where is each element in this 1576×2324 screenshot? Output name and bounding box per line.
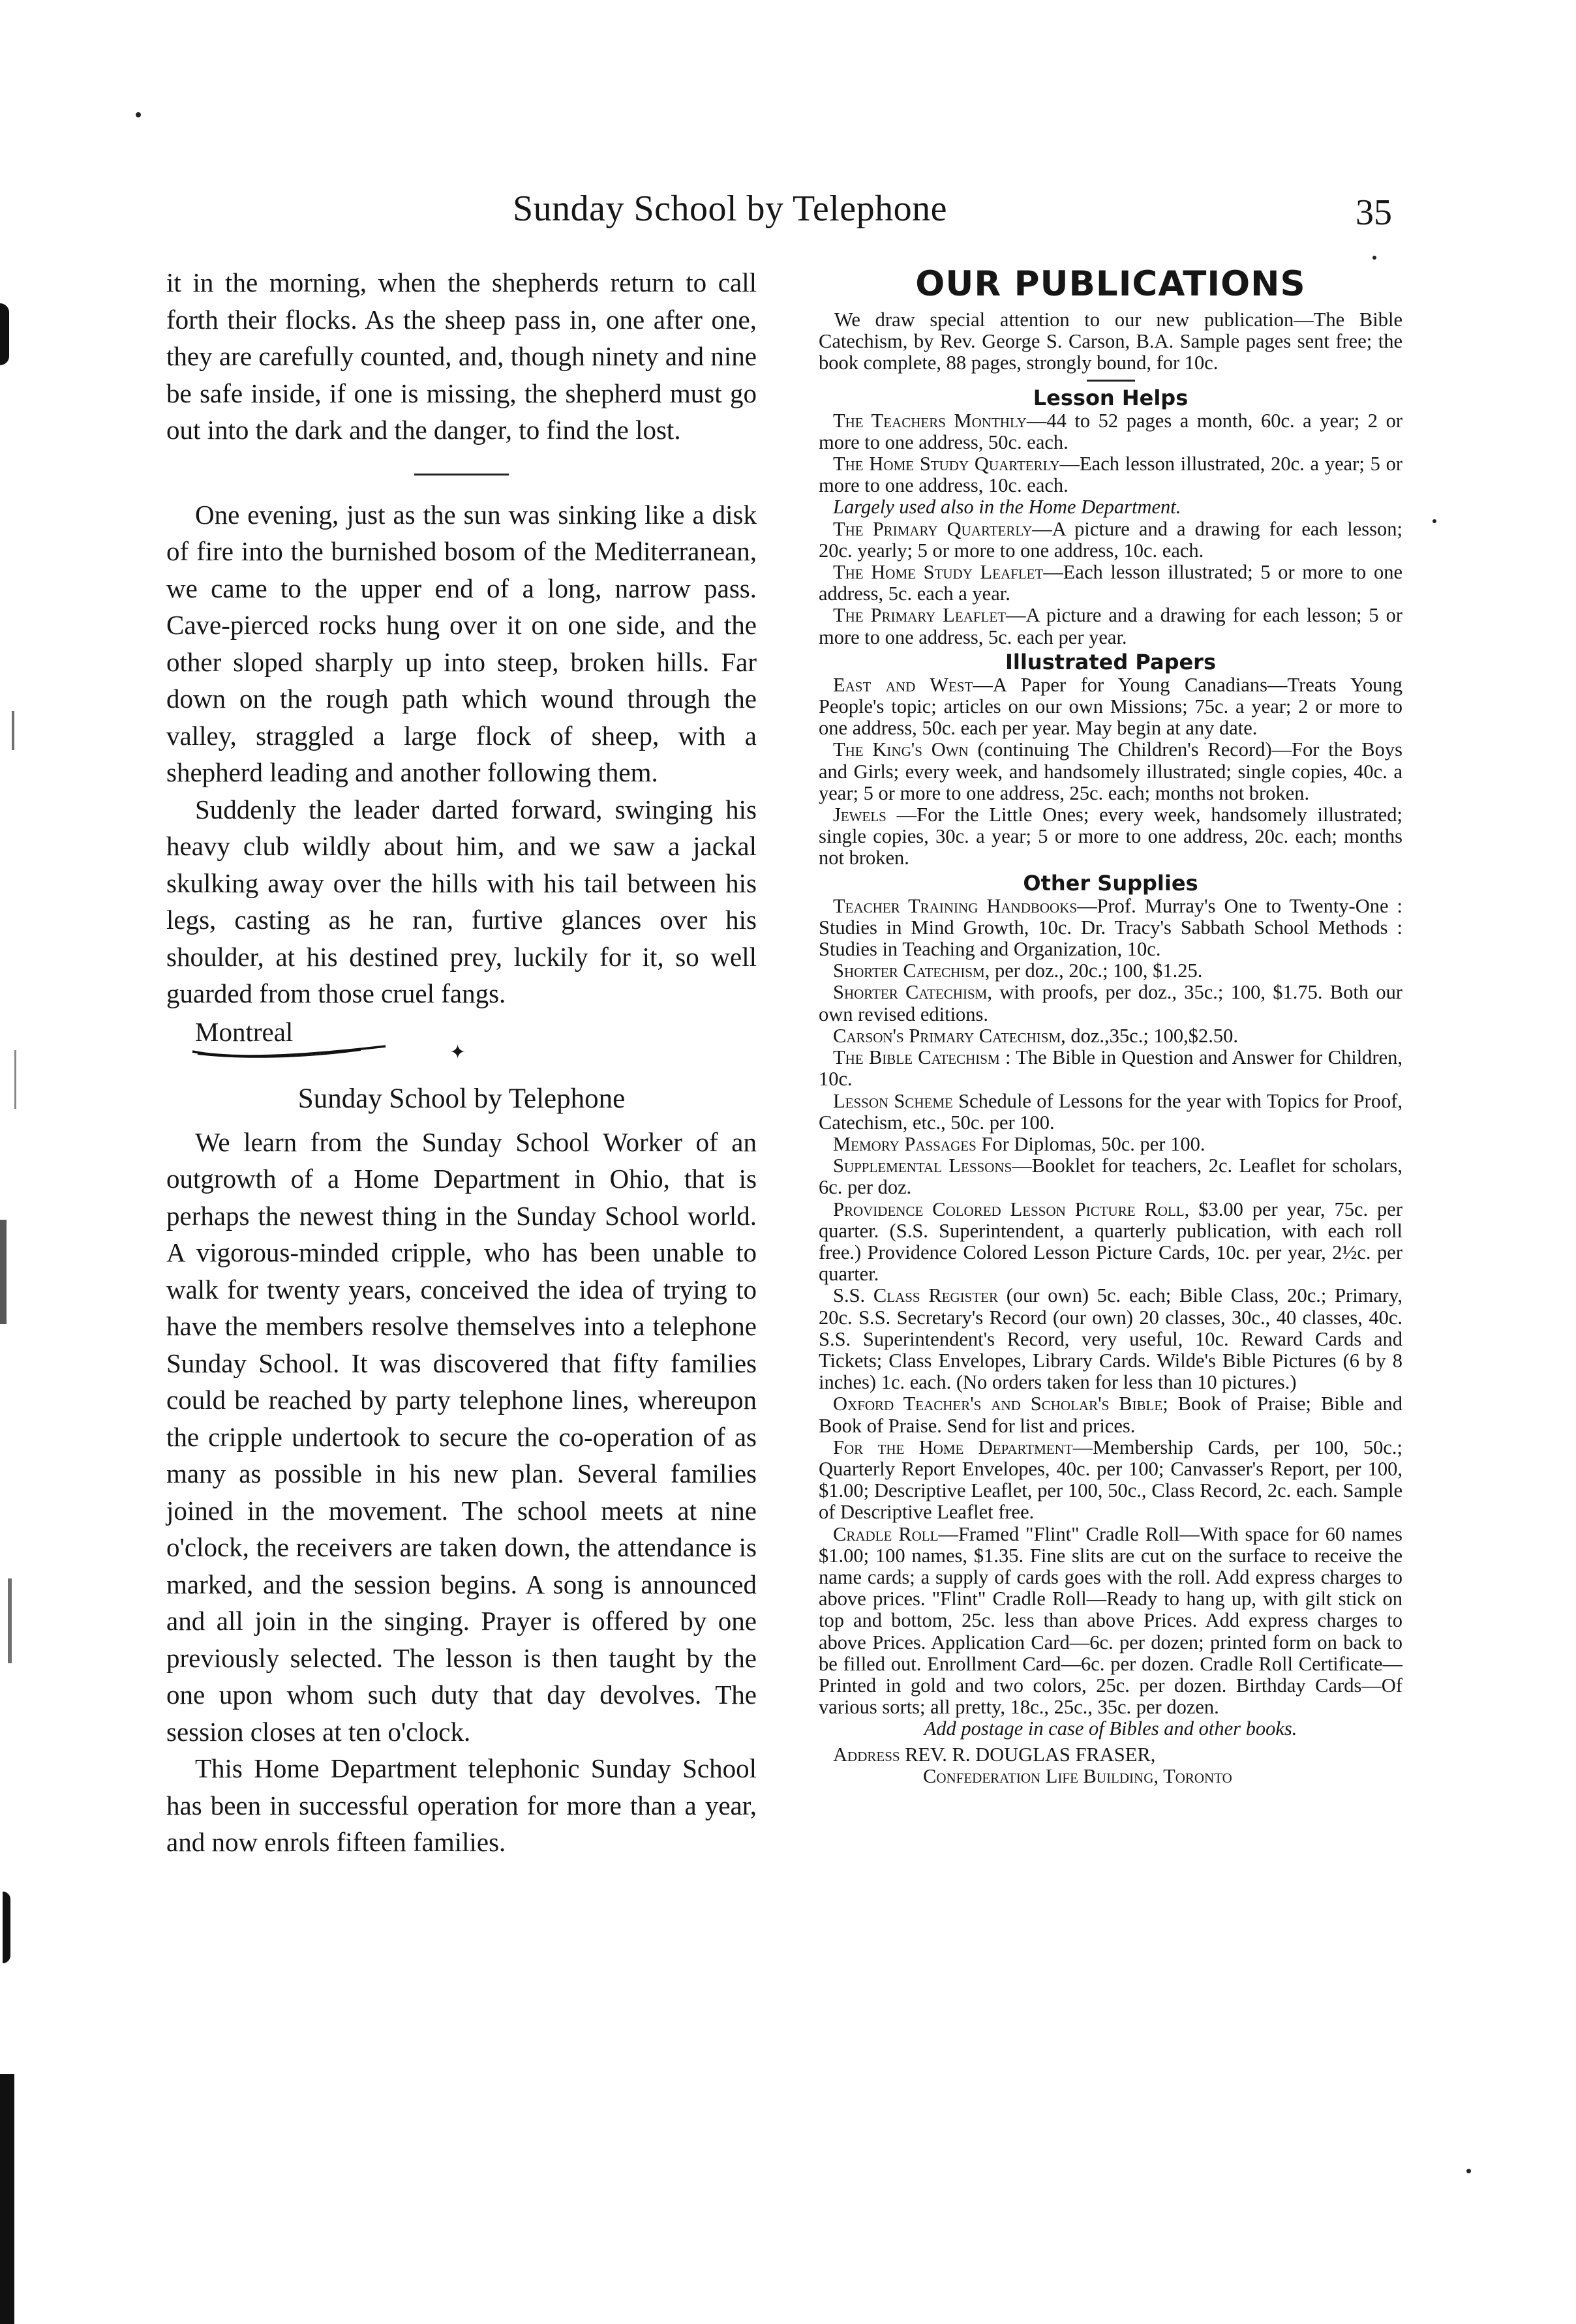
other-supplies-heading: Other Supplies xyxy=(1023,870,1198,896)
page-header xyxy=(0,188,1576,247)
address-line xyxy=(833,1744,1402,1766)
signoff-place: Montreal xyxy=(195,1016,294,1047)
list-item: Jewels —For the Little Ones; every week, handsomely illustrated; single copies, 30c. a year; 5 or more to one address, 20c. each; months not broken. xyxy=(819,804,1402,869)
other-supplies-list xyxy=(819,896,1402,1719)
lesson-helps-heading: Lesson Helps xyxy=(1033,385,1189,410)
list-item: Carson's Primary Catechism, doz.,35c.; 100,$2.50. xyxy=(833,1024,1239,1047)
address-label: Address xyxy=(833,1743,900,1766)
article-paragraph-1: We learn from the Sunday School Worker of an outgrowth of a Home Department in Ohio, that is perhaps the newest thing in the Sunday School world. A vigorous-minded cripple, who has been unable to walk for twenty years, conceived the idea of trying to have the members resolve themselves into a telephone Sunday School. It was discovered that fifty families could be reached by party telephone lines, whereupon the cripple undertook to secure the co-operation of as many as possible in his new plan. Several families joined in the movement. The school meets at nine o'clock, the receivers are taken down, the attendance is marked, and the session begins. A song is announced and all join in the singing. Prayer is offered by one previously selected. The lesson is then taught by the one upon whom such duty that day devolves. The session closes at ten o'clock. xyxy=(166,1126,757,1747)
paragraph-2: One evening, just as the sun was sinking like a disk of fire into the burnished bosom of the Mediterranean, we came to the upper end of a long, narrow pass. Cave-pierced rocks hung over it on one side, and the other sloped sharply up into steep, broken hills. Far down on the rough path which wound through the valley, straggled a large flock of sheep, with a shepherd leading and another following them. xyxy=(166,499,757,787)
list-item: The Primary Quarterly—A picture and a drawing for each lesson; 20c. yearly; 5 or more to one address, 10c. each. xyxy=(819,517,1402,562)
list-item: Supplemental Lessons—Booklet for teachers, 2c. Leaflet for scholars, 6c. per doz. xyxy=(819,1154,1402,1199)
list-item: Oxford Teacher's and Scholar's Bible; Book of Praise; Bible and Book of Praise. Send for list and prices. xyxy=(819,1393,1403,1437)
paragraph-3: Suddenly the leader darted forward, swinging his heavy club wildly about him, and we saw a jackal skulking away over the hills with his tail between his legs, casting as he ran, furtive glances over his shoulder, at his destined prey, luckily for it, so well guarded from those cruel fangs. xyxy=(166,794,757,1008)
list-item: The Teachers Monthly—44 to 52 pages a month, 60c. a year; 2 or more to one address, 50c. each. xyxy=(819,409,1403,453)
list-item: Cradle Roll—Framed "Flint" Cradle Roll—With space for 60 names $1.00; 100 names, $1.35. Fine slits are cut on the surface to receive the name cards; a supply of cards goes with the roll. Add express charges to above prices. "Flint" Cradle Roll—Ready to hang up, with gilt stick on top and bottom, 25c. less than above Prices. Add express charges to above Prices. Application Card—6c. per dozen; printed form on back to be filled out. Enrollment Card—6c. per dozen. Cradle Roll Certificate—Printed in gold and two colors, 25c. per dozen. Birthday Cards—Of various sorts; all pretty, 18c., 25c., 35c. per dozen. xyxy=(819,1522,1402,1719)
article-title: Sunday School by Telephone xyxy=(297,1083,626,1114)
list-item: Memory Passages For Diplomas, 50c. per 100. xyxy=(833,1132,1205,1155)
list-item: The King's Own (continuing The Children's Record)—For the Boys and Girls; every week, and handsomely illustrated; single copies, 40c. a year; 5 or more to one address, 25c. each; months not broken. xyxy=(819,738,1402,804)
list-item: Lesson Scheme Schedule of Lessons for the year with Topics for Proof, Catechism, etc., 50c. per 100. xyxy=(819,1089,1402,1134)
list-item: The Home Study Quarterly—Each lesson illustrated, 20c. a year; 5 or more to one address, 10c. each. xyxy=(819,453,1402,497)
running-title: Sunday School by Telephone xyxy=(513,189,947,229)
right-column xyxy=(819,264,1402,1787)
address-location: Confederation Life Building, Toronto xyxy=(923,1764,1232,1787)
ornament-mark: ✦ xyxy=(449,1041,466,1063)
illustrated-papers-heading: Illustrated Papers xyxy=(1005,649,1216,674)
postage-note: Add postage in case of Bibles and other books. xyxy=(924,1717,1297,1740)
list-item: Shorter Catechism, with proofs, per doz., 35c.; 100, $1.75. Both our own revised editions. xyxy=(819,981,1402,1025)
left-column xyxy=(166,264,757,1861)
publications-intro: We draw special attention to our new publication—The Bible Catechism, by Rev. George S. Carson, B.A. Sample pages sent free; the book complete, 88 pages, strongly bound, for 10c. xyxy=(819,309,1402,374)
article-paragraph-2: This Home Department telephonic Sunday School has been in successful operation for more than a year, and now enrols fifteen families. xyxy=(166,1753,757,1857)
page-number: 35 xyxy=(1356,192,1392,233)
list-item: The Bible Catechism : The Bible in Question and Answer for Children, 10c. xyxy=(819,1046,1402,1091)
illustrated-papers-list xyxy=(819,674,1402,869)
list-item: Providence Colored Lesson Picture Roll, $3.00 per year, 75c. per quarter. (S.S. Superintendent, a quarterly publication, with each roll free.) Providence Colored Lesson Picture Cards, 10c. per year, 2½c. per quarter. xyxy=(819,1198,1402,1286)
address-name: REV. R. DOUGLAS FRASER, xyxy=(905,1743,1156,1766)
list-item: For the Home Department—Membership Cards, per 100, 50c.; Quarterly Report Envelopes, 40c. per 100; Canvasser's Report, per 100, $1.00; Descriptive Leaflet, per 100, 50c., Class Record, 2c. each. Sample of Descriptive Leaflet free. xyxy=(819,1436,1402,1524)
list-item: Teacher Training Handbooks—Prof. Murray's One to Twenty-One : Studies in Mind Growth, 10c. Dr. Tracy's Sabbath School Methods : Studies in Teaching and Organization, 10c. xyxy=(819,894,1402,961)
signoff-block xyxy=(195,1014,757,1063)
list-item: Largely used also in the Home Department. xyxy=(833,496,1181,519)
list-item: The Primary Leaflet—A picture and a drawing for each lesson; 5 or more to one address, 5c. each per year. xyxy=(819,604,1402,648)
paragraph-1: it in the morning, when the shepherds return to call forth their flocks. As the sheep pass in, one after one, they are carefully counted, and, though ninety and nine be safe inside, if one is missing, the shepherd must go out into the dark and the danger, to find the lost. xyxy=(166,267,757,445)
list-item: East and West—A Paper for Young Canadians—Treats Young People's topic; articles on our own Missions; 75c. a year; 2 or more to one address, 50c. each per year. May begin at any date. xyxy=(819,673,1402,740)
list-item: Shorter Catechism, per doz., 20c.; 100, $1.25. xyxy=(833,959,1203,982)
publications-title: OUR PUBLICATIONS xyxy=(915,264,1306,304)
publications-divider xyxy=(1087,380,1135,382)
list-item: S.S. Class Register (our own) 5c. each; Bible Class, 20c.; Primary, 20c. S.S. Secretary's Record (our own) 20 classes, 30c., 40 classes, 40c. S.S. Superintendent's Record, very useful, 10c. Reward Cards and Tickets; Class Envelopes, Library Cards. Wilde's Bible Pictures (6 by 8 inches) 1c. each. (No orders taken for less than 10 pictures.) xyxy=(819,1284,1402,1394)
section-divider xyxy=(414,474,509,475)
lesson-helps-list xyxy=(819,410,1402,648)
signoff-flourish xyxy=(191,1042,387,1062)
list-item: The Home Study Leaflet—Each lesson illustrated; 5 or more to one address, 5c. each a year. xyxy=(819,561,1402,605)
